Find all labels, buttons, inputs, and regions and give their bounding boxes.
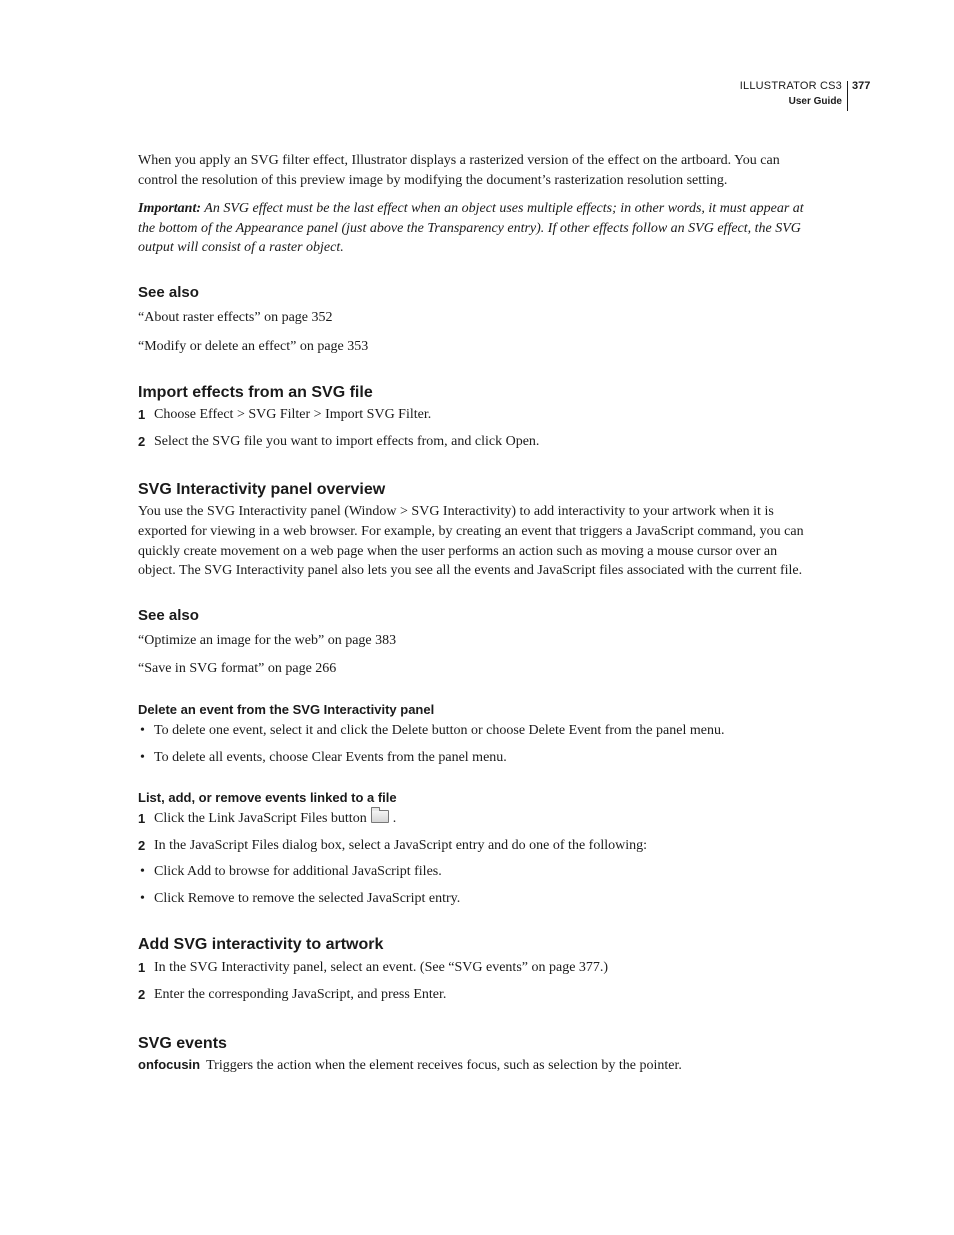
folder-icon — [371, 810, 389, 823]
step-item — [138, 405, 818, 425]
important-text: An SVG effect must be the last effect when an object uses multiple effects; in other words, it must appear at the bottom of the Appearance panel (just above the Transparency entry). If other effects follow an SVG effect, the SVG output will consist of a raster object. — [138, 201, 804, 256]
import-heading: Import effects from an SVG file — [138, 384, 373, 402]
important-label: Important: — [138, 201, 202, 217]
page-content — [138, 151, 818, 1075]
see-also-link[interactable]: “Optimize an image for the web” on page 383 — [138, 632, 397, 648]
see-also-link[interactable]: “Save in SVG format” on page 266 — [138, 661, 337, 677]
bullet-text: Click Remove to remove the selected JavaScript entry. — [154, 890, 461, 906]
step-item — [138, 985, 818, 1005]
event-description: Triggers the action when the element receives focus, such as selection by the pointer. — [206, 1057, 682, 1073]
page-number: 377 — [852, 80, 871, 92]
step-text — [154, 809, 396, 829]
step-item — [138, 958, 818, 978]
bullet-mark: • — [140, 864, 145, 880]
bullet-item — [138, 748, 818, 768]
step-item — [138, 432, 818, 452]
step-item — [138, 809, 818, 829]
step-text-main: Click the Link JavaScript Files button — [154, 811, 367, 827]
important-note — [138, 199, 818, 258]
guide-name: User Guide — [788, 96, 842, 107]
step-number: 1 — [138, 811, 146, 827]
step-number: 2 — [138, 433, 146, 449]
list-heading: List, add, or remove events linked to a file — [138, 790, 397, 806]
step-text: In the JavaScript Files dialog box, select a JavaScript entry and do one of the following: — [154, 837, 647, 853]
step-text: Enter the corresponding JavaScript, and press Enter. — [154, 987, 447, 1003]
step-item — [138, 836, 818, 856]
step-text-end: . — [392, 811, 397, 827]
bullet-mark: • — [140, 722, 145, 738]
header-titles — [740, 79, 842, 109]
bullet-text: Click Add to browse for additional JavaScript files. — [154, 864, 442, 880]
bullet-text: To delete one event, select it and click the Delete button or choose Delete Event from the panel menu. — [154, 722, 725, 738]
interactivity-heading: SVG Interactivity panel overview — [138, 481, 386, 499]
bullet-item — [138, 721, 818, 741]
see-also-link[interactable]: “About raster effects” on page 352 — [138, 309, 333, 325]
step-text: Select the SVG file you want to import effects from, and click Open. — [154, 433, 540, 449]
events-heading: SVG events — [138, 1034, 227, 1052]
step-number: 2 — [138, 987, 146, 1003]
bullet-mark: • — [140, 749, 145, 765]
see-also-heading-1: See also — [138, 283, 199, 301]
event-term: onfocusin — [138, 1056, 201, 1072]
interactivity-paragraph: You use the SVG Interactivity panel (Window > SVG Interactivity) to add interactivity to your artwork when it is exported for viewing in a web browser. For example, by creating an event that triggers a JavaScript command, you can quickly create movement on a web page when the user performs an action such as moving a mouse cursor over an object. The SVG Interactivity panel also lets you see all the events and JavaScript files associated with the current file. — [138, 504, 804, 579]
delete-heading: Delete an event from the SVG Interactivity panel — [138, 701, 435, 717]
step-text: Choose Effect > SVG Filter > Import SVG Filter. — [154, 407, 432, 423]
intro-paragraph: When you apply an SVG filter effect, Illustrator displays a rasterized version of the effect on the artboard. You can control the resolution of this preview image by modifying the document’s rasterization resolution setting. — [138, 153, 780, 188]
event-definition — [138, 1055, 818, 1076]
add-heading: Add SVG interactivity to artwork — [138, 936, 384, 954]
bullet-mark: • — [140, 890, 145, 906]
see-also-link[interactable]: “Modify or delete an effect” on page 353 — [138, 338, 369, 354]
bullet-item — [138, 862, 818, 882]
step-text: In the SVG Interactivity panel, select an event. (See “SVG events” on page 377.) — [154, 960, 609, 976]
product-name: ILLUSTRATOR CS3 — [739, 80, 842, 92]
step-number: 1 — [138, 960, 146, 976]
step-number: 2 — [138, 837, 146, 853]
bullet-item — [138, 889, 818, 909]
header-divider — [847, 81, 848, 111]
bullet-text: To delete all events, choose Clear Events from the panel menu. — [154, 749, 507, 765]
see-also-heading-2: See also — [138, 606, 199, 624]
step-number: 1 — [138, 407, 146, 423]
